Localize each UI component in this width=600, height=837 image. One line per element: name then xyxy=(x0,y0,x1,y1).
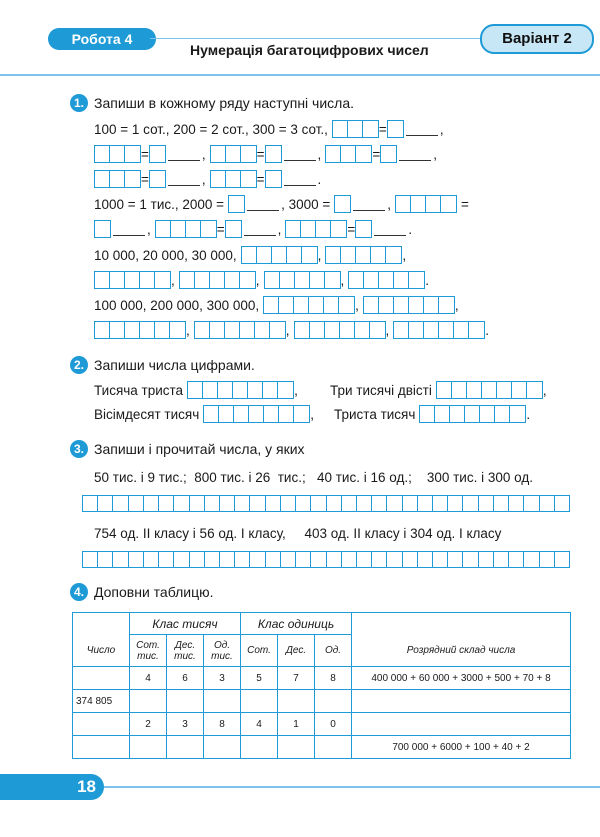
equals-sign: = xyxy=(378,121,387,137)
comma: , xyxy=(317,247,322,263)
task1-number: 1. xyxy=(70,94,88,112)
answer-cells[interactable] xyxy=(94,271,171,289)
answer-cells[interactable] xyxy=(325,145,372,163)
equals-sign: = xyxy=(461,196,469,212)
answer-blank[interactable] xyxy=(406,123,438,136)
answer-cells[interactable] xyxy=(264,271,341,289)
task2-item xyxy=(334,405,530,423)
col-units: Од. xyxy=(315,635,352,667)
answer-cells[interactable] xyxy=(285,220,347,238)
comma: , xyxy=(171,272,175,288)
page-number: 18 xyxy=(0,774,104,800)
cell-digit: 3 xyxy=(167,713,204,736)
answer-blank[interactable] xyxy=(247,198,279,211)
answer-cells[interactable] xyxy=(94,145,141,163)
answer-cells[interactable] xyxy=(395,195,457,213)
cell-number: 374 805 xyxy=(73,690,130,713)
cell-digit: 4 xyxy=(241,713,278,736)
answer-cells[interactable] xyxy=(149,145,166,163)
comma: , xyxy=(285,322,290,338)
comma: , xyxy=(439,121,444,137)
answer-cells[interactable] xyxy=(210,170,257,188)
footer-line xyxy=(104,786,600,788)
task1-row6 xyxy=(94,246,406,264)
answer-cells[interactable] xyxy=(210,145,257,163)
col-hundreds: Сот. xyxy=(241,635,278,667)
answer-cells[interactable] xyxy=(294,321,386,339)
comma: , xyxy=(317,146,322,162)
equals-sign: = xyxy=(216,221,225,237)
answer-cells[interactable] xyxy=(194,321,286,339)
cell-composition[interactable] xyxy=(352,713,571,736)
task1-row8 xyxy=(94,296,459,314)
comma: , xyxy=(186,322,190,338)
task2-item xyxy=(94,381,298,399)
answer-cells[interactable] xyxy=(334,195,351,213)
cell-digit: 1 xyxy=(278,713,315,736)
answer-blank[interactable] xyxy=(168,173,200,186)
task1-row4 xyxy=(94,195,469,213)
task2-item-label: Три тисячі двісті xyxy=(330,382,432,398)
task1-row1-text: 100 = 1 сот., 200 = 2 сот., 300 = 3 сот., xyxy=(94,121,328,137)
task3-instruction: Запиши і прочитай числа, у яких xyxy=(94,441,305,457)
comma: , xyxy=(147,221,151,237)
task1-row2 xyxy=(94,145,437,163)
answer-cells[interactable] xyxy=(348,271,425,289)
cell-number[interactable] xyxy=(73,713,130,736)
answer-blank[interactable] xyxy=(168,148,200,161)
digits-table xyxy=(72,612,571,759)
task2-item xyxy=(94,405,314,423)
header-divider xyxy=(150,38,480,39)
task3-line2: 754 од. ІІ класу і 56 од. І класу, 403 од. ІІ класу і 304 од. І класу xyxy=(94,526,502,541)
table-row xyxy=(73,713,571,736)
cell-number[interactable] xyxy=(73,667,130,690)
cell-digit[interactable] xyxy=(315,736,352,759)
cell-digit: 8 xyxy=(315,667,352,690)
task1-row6-text: 10 000, 20 000, 30 000, xyxy=(94,247,237,263)
answer-blank[interactable] xyxy=(284,148,316,161)
cell-digit: 4 xyxy=(130,667,167,690)
answer-blank[interactable] xyxy=(113,223,145,236)
class-units-header: Клас одиниць xyxy=(241,613,352,635)
comma: , xyxy=(433,146,437,162)
cell-digit[interactable] xyxy=(278,736,315,759)
task1-row8-text: 100 000, 200 000, 300 000, xyxy=(94,297,260,313)
answer-cells[interactable] xyxy=(94,170,141,188)
task2-item-label: Вісімдесят тисяч xyxy=(94,406,200,422)
answer-cells[interactable] xyxy=(155,220,217,238)
cell-digit[interactable] xyxy=(315,690,352,713)
table-row xyxy=(73,667,571,690)
answer-cells[interactable] xyxy=(179,271,256,289)
col-units-thousands: Од. тис. xyxy=(204,635,241,667)
equals-sign: = xyxy=(256,171,265,187)
answer-cells[interactable] xyxy=(94,321,186,339)
table-corner-right xyxy=(352,613,571,635)
cell-digit: 0 xyxy=(315,713,352,736)
cell-digit: 5 xyxy=(241,667,278,690)
equals-sign: = xyxy=(141,171,149,187)
class-thousands-header: Клас тисяч xyxy=(130,613,241,635)
task1-row9 xyxy=(94,321,489,339)
comma: , xyxy=(542,382,547,398)
task4-number: 4. xyxy=(70,583,88,601)
answer-cells[interactable] xyxy=(355,220,372,238)
cell-composition[interactable] xyxy=(352,690,571,713)
equals-sign: = xyxy=(372,146,381,162)
answer-blank[interactable] xyxy=(244,223,276,236)
answer-cells[interactable] xyxy=(263,296,355,314)
cell-digit[interactable] xyxy=(278,690,315,713)
task3-number: 3. xyxy=(70,440,88,458)
comma: , xyxy=(340,272,345,288)
cell-digit[interactable] xyxy=(241,690,278,713)
comma: , xyxy=(355,297,359,313)
comma: , xyxy=(310,406,314,422)
answer-row[interactable] xyxy=(82,495,570,512)
cell-digit[interactable] xyxy=(130,690,167,713)
comma: , xyxy=(402,247,407,263)
answer-cells[interactable] xyxy=(265,145,282,163)
answer-row[interactable] xyxy=(82,551,570,568)
comma: , xyxy=(454,297,459,313)
dot: . xyxy=(425,272,430,288)
cell-digit: 7 xyxy=(278,667,315,690)
answer-cells[interactable] xyxy=(203,405,310,423)
work-label: Робота 4 xyxy=(48,28,156,50)
cell-digit[interactable] xyxy=(130,736,167,759)
dot: . xyxy=(317,171,322,187)
dot: . xyxy=(485,322,490,338)
cell-digit[interactable] xyxy=(241,736,278,759)
cell-digit[interactable] xyxy=(204,736,241,759)
task1-instruction: Запиши в кожному ряду наступні числа. xyxy=(94,95,355,111)
comma: , xyxy=(255,272,260,288)
answer-blank[interactable] xyxy=(353,198,385,211)
comma: , xyxy=(277,221,282,237)
cell-digit[interactable] xyxy=(167,690,204,713)
col-tens: Дес. xyxy=(278,635,315,667)
equals-sign: = xyxy=(141,146,149,162)
cell-composition: 400 000 + 60 000 + 3000 + 500 + 70 + 8 xyxy=(352,667,571,690)
table-row xyxy=(73,736,571,759)
answer-cells[interactable] xyxy=(393,321,485,339)
comma: , xyxy=(294,382,298,398)
cell-number[interactable] xyxy=(73,736,130,759)
answer-cells[interactable] xyxy=(363,296,455,314)
task2-instruction: Запиши числа цифрами. xyxy=(94,357,255,373)
task2-number: 2. xyxy=(70,356,88,374)
cell-digit: 3 xyxy=(204,667,241,690)
comma: , xyxy=(387,196,392,212)
task3-line1: 50 тис. і 9 тис.; 800 тис. і 26 тис.; 40 тис. і 16 од.; 300 тис. і 300 од. xyxy=(94,470,533,485)
task1-row1 xyxy=(94,120,444,138)
task2-item xyxy=(330,381,547,399)
variant-label: Варіант 2 xyxy=(480,24,594,54)
table-corner xyxy=(73,613,130,635)
page-title: Нумерація багатоцифрових чисел xyxy=(190,42,429,58)
answer-blank[interactable] xyxy=(374,223,406,236)
header-line xyxy=(0,74,600,76)
answer-cells[interactable] xyxy=(94,220,111,238)
task1-row3 xyxy=(94,170,321,188)
cell-digit[interactable] xyxy=(167,736,204,759)
dot: . xyxy=(526,406,531,422)
task1-row5 xyxy=(94,220,412,238)
answer-blank[interactable] xyxy=(284,173,316,186)
answer-cells[interactable] xyxy=(265,170,282,188)
answer-cells[interactable] xyxy=(380,145,397,163)
col-composition: Розрядний склад числа xyxy=(352,635,571,667)
col-tens-thousands: Дес. тис. xyxy=(167,635,204,667)
answer-cells[interactable] xyxy=(228,195,245,213)
task4-instruction: Доповни таблицю. xyxy=(94,584,214,600)
comma: , xyxy=(201,171,206,187)
task1-row4-text2: , 3000 = xyxy=(281,196,331,212)
equals-sign: = xyxy=(256,146,265,162)
cell-composition: 700 000 + 6000 + 100 + 40 + 2 xyxy=(352,736,571,759)
equals-sign: = xyxy=(347,221,356,237)
answer-cells[interactable] xyxy=(332,120,379,138)
col-hundreds-thousands: Сот. тис. xyxy=(130,635,167,667)
answer-blank[interactable] xyxy=(399,148,431,161)
answer-cells[interactable] xyxy=(149,170,166,188)
cell-digit: 2 xyxy=(130,713,167,736)
task2-item-label: Тисяча триста xyxy=(94,382,184,398)
task2-item-label: Триста тисяч xyxy=(334,406,416,422)
task1-row4-text: 1000 = 1 тис., 2000 = xyxy=(94,196,225,212)
task1-row7 xyxy=(94,271,429,289)
answer-cells[interactable] xyxy=(187,381,294,399)
answer-cells[interactable] xyxy=(387,120,404,138)
comma: , xyxy=(385,322,390,338)
answer-cells[interactable] xyxy=(225,220,242,238)
dot: . xyxy=(408,221,413,237)
comma: , xyxy=(201,146,206,162)
answer-cells[interactable] xyxy=(325,246,402,264)
cell-digit[interactable] xyxy=(204,690,241,713)
cell-digit: 8 xyxy=(204,713,241,736)
answer-cells[interactable] xyxy=(419,405,526,423)
answer-cells[interactable] xyxy=(436,381,543,399)
table-row xyxy=(73,690,571,713)
col-number: Число xyxy=(73,635,130,667)
cell-digit: 6 xyxy=(167,667,204,690)
answer-cells[interactable] xyxy=(241,246,318,264)
